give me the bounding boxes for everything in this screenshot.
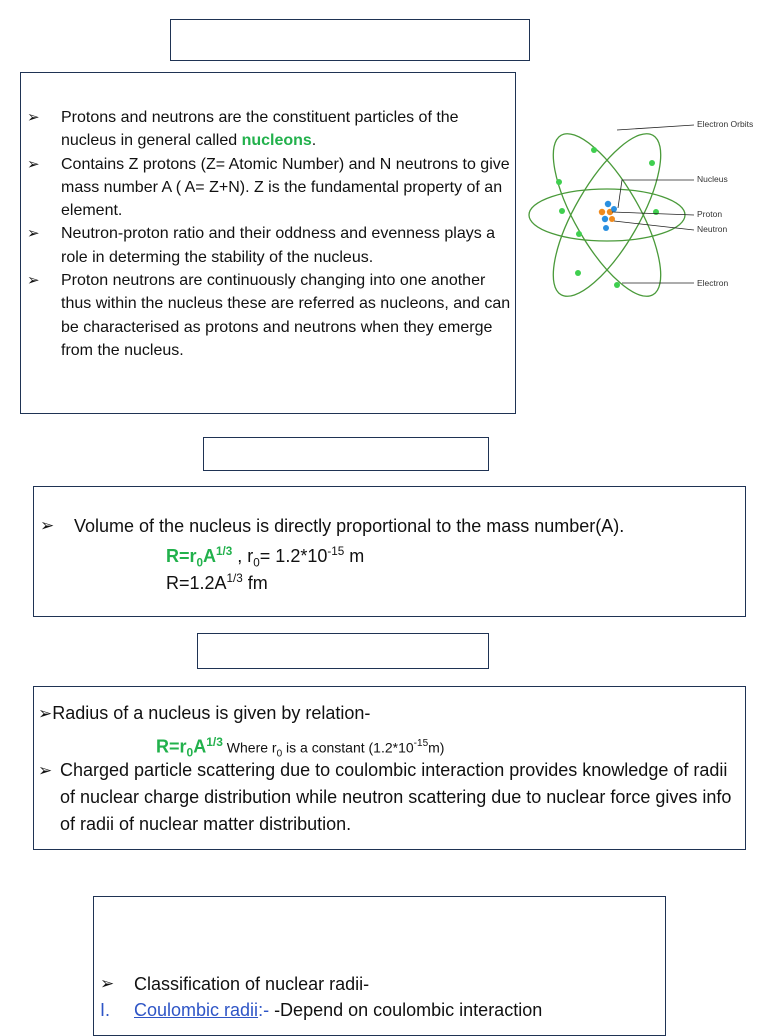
list-item	[40, 514, 764, 538]
classification-card	[93, 896, 666, 1036]
arrow-bullet-icon: ➢	[38, 704, 53, 723]
list-item	[27, 153, 511, 223]
formula-text: A	[203, 546, 217, 566]
list-item	[38, 701, 370, 726]
list-item	[27, 106, 511, 153]
atom-diagram	[522, 100, 762, 325]
neutron-dot	[603, 225, 609, 231]
formula-text: R=r	[166, 546, 197, 566]
orbit	[533, 119, 680, 310]
list-item	[27, 269, 511, 362]
electron-dot	[591, 147, 597, 153]
electron-dot	[653, 209, 659, 215]
formula-sub: 0	[253, 556, 260, 570]
formula-2	[166, 567, 268, 595]
formula-text: m	[344, 546, 365, 566]
orbit	[529, 189, 685, 241]
title-box-3	[197, 633, 489, 669]
radius-card	[33, 686, 746, 850]
arrow-bullet-icon: ➢	[100, 974, 115, 993]
list-item	[100, 972, 694, 996]
bullet-text: Contains Z protons (Z= Atomic Number) and N neutrons to give mass number A ( A= Z+N). Z is the fundamental property of an element.	[61, 155, 510, 220]
nucleons-card	[20, 72, 516, 414]
arrow-bullet-icon: ➢	[27, 225, 40, 243]
bullet-text-end: .	[311, 132, 317, 150]
proton-dot	[599, 209, 605, 215]
neutron-dot	[602, 216, 608, 222]
neutron-dot	[605, 201, 611, 207]
pointer-line	[617, 125, 694, 130]
link-suffix: :-	[258, 1000, 270, 1020]
orbit	[533, 119, 680, 310]
electron-dot	[559, 208, 565, 214]
formula-sup: -15	[327, 545, 345, 558]
formula-text: m)	[428, 739, 445, 756]
label-electron-orbits: Electron Orbits	[697, 119, 754, 129]
bullet-text: Protons and neutrons are the constituent particles of the nucleus in general called	[61, 109, 459, 150]
title-box-2	[203, 437, 489, 471]
pointer-line	[612, 212, 694, 215]
label-nucleus: Nucleus	[697, 174, 728, 184]
arrow-bullet-icon: ➢	[38, 761, 53, 780]
roman-numeral: I.	[100, 1000, 111, 1020]
arrow-bullet-icon: ➢	[27, 109, 40, 126]
electron-dot	[575, 270, 581, 276]
electron-dot	[649, 160, 655, 166]
bullet-text: Proton neutrons are continuously changing into one another thus within the nucleus these are referred as nucleons, and can be characterised as protons and neutrons when they emerge from the nucleus.	[61, 272, 511, 359]
arrow-bullet-icon: ➢	[40, 516, 55, 535]
bullet-text: -Depend on coulombic interaction	[269, 1000, 543, 1020]
atom-illustration	[522, 100, 762, 325]
highlight-text: nucleons	[241, 132, 312, 150]
formula-text: A	[193, 736, 207, 757]
label-neutron: Neutron	[697, 224, 728, 234]
electron-dot	[556, 179, 562, 185]
list-item	[27, 222, 511, 269]
bullet-text: Charged particle scattering due to coulombic interaction provides knowledge of radii of nuclear charge distribution while neutron scattering due to nuclear force gives info of radii of nuclear matter distribution.	[60, 760, 732, 834]
bullet-text: Neutron-proton ratio and their oddness and evenness plays a role in determing the stability of the nucleus.	[61, 225, 496, 266]
formula-sup: 1/3	[206, 735, 223, 749]
arrow-bullet-icon: ➢	[27, 272, 40, 290]
label-proton: Proton	[697, 209, 723, 219]
bullet-text: Radius of a nucleus is given by relation-	[52, 703, 371, 723]
formula-text: Where r	[222, 739, 277, 756]
formula-sup: 1/3	[216, 545, 233, 558]
electron-dot	[576, 231, 582, 237]
formula-text: fm	[242, 573, 268, 593]
formula-text: = 1.2*10	[259, 546, 328, 566]
formula-text: is a constant (1.2*10	[282, 739, 414, 756]
formula-sup: 1/3	[226, 572, 243, 585]
formula-text: R=1.2A	[166, 573, 227, 593]
formula-sub: 0	[276, 748, 283, 760]
volume-card	[33, 486, 746, 617]
bullet-text: Volume of the nucleus is directly proportional to the mass number(A).	[74, 516, 625, 536]
formula-sub: 0	[186, 745, 194, 760]
title-box-1	[170, 19, 530, 61]
nucleons-list	[27, 106, 511, 362]
formula-sup: -15	[413, 738, 429, 749]
neutron-dot	[611, 206, 617, 212]
arrow-bullet-icon: ➢	[27, 155, 40, 173]
bullet-text: Classification of nuclear radii-	[134, 974, 370, 994]
label-electron: Electron	[697, 278, 729, 288]
electron-dot	[614, 282, 620, 288]
coulombic-radii-link[interactable]: Coulombic radii	[134, 1000, 259, 1020]
list-item	[100, 998, 542, 1022]
formula-text: , r	[232, 546, 254, 566]
formula-sub: 0	[196, 556, 204, 570]
formula-text: R=r	[156, 736, 187, 757]
list-item	[38, 757, 738, 838]
